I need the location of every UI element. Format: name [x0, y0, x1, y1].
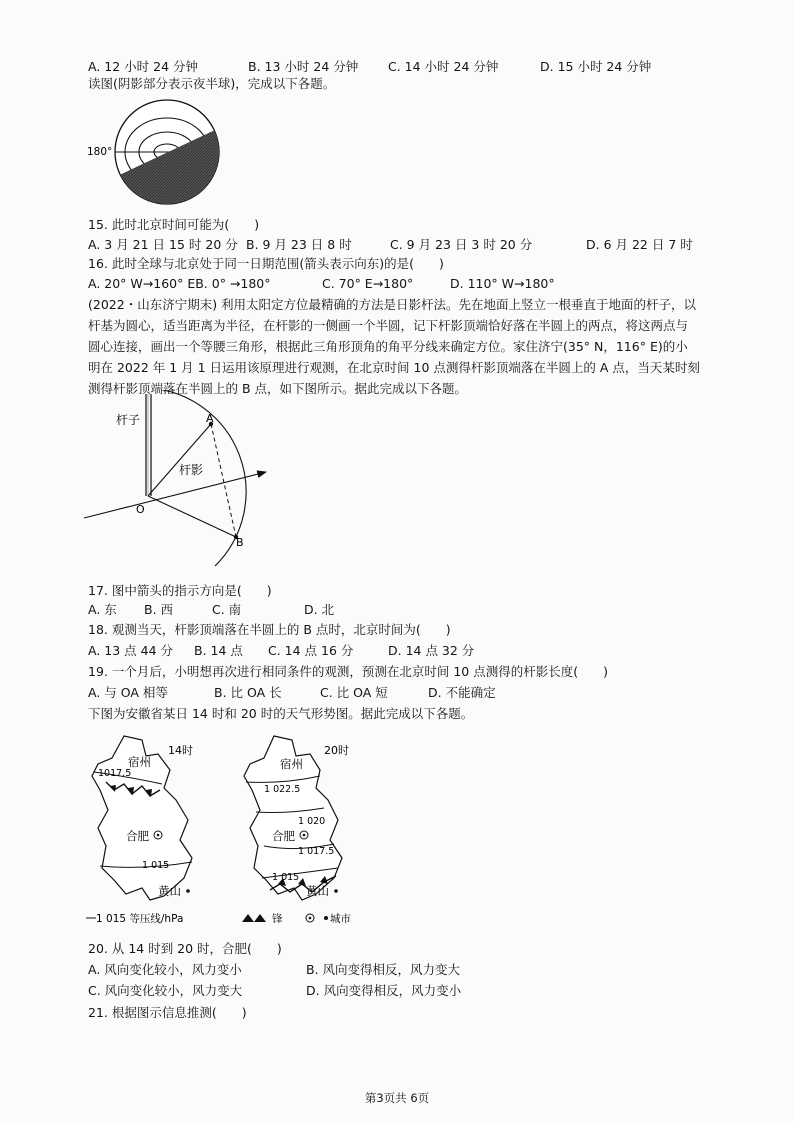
map-legend [86, 912, 351, 925]
city-dot-icon [334, 889, 338, 893]
city-suzhou-20h: 宿州 [280, 757, 303, 771]
q15-stem: 15. 此时北京时间可能为( ) [88, 217, 260, 232]
q15-option-c: C. 9 月 23 日 3 时 20 分 [390, 237, 533, 252]
front-legend-icon [242, 914, 254, 922]
intro2-line-2: 杆基为圆心，适当距离为半径，在杆影的一侧画一个半圆，记下杆影顶端恰好落在半圆上的两点，将这两点与 [88, 318, 689, 333]
q19-option-d: D. 不能确定 [428, 685, 496, 700]
city-huangshan-20h: 黄山 [306, 884, 329, 898]
capital-icon-dot [157, 834, 160, 837]
city-dot-icon [186, 889, 190, 893]
front-legend-icon [254, 914, 266, 922]
q17-option-d: D. 北 [304, 602, 335, 617]
q17-option-c: C. 南 [212, 602, 242, 617]
label-shadow: 杆影 [179, 463, 204, 477]
isobar-label-1022-5-20h: 1 022.5 [264, 784, 301, 795]
q16-option-ab: A. 20° W→160° EB. 0° →180° [88, 276, 271, 291]
q19-stem: 19. 一个月后，小明想再次进行相同条件的观测，预测在北京时间 10 点测得的杆影长度( ) [88, 664, 608, 679]
q20-option-b: B. 风向变得相反，风力变大 [306, 962, 461, 977]
q14-option-a: A. 12 小时 24 分钟 [88, 59, 199, 74]
q20-option-d: D. 风向变得相反，风力变小 [306, 983, 462, 998]
page-footer: 第3页共 6页 [364, 1091, 430, 1105]
q15-option-d: D. 6 月 22 日 7 时 [586, 237, 693, 252]
intro2-line-1: (2022・山东济宁期末) 利用太阳定方位最精确的方法是日影杆法。先在地面上竖立一根垂直于地面的杆子，以 [88, 297, 697, 312]
legend-front: 锋 [272, 913, 283, 925]
intro2-line-3: 圆心连接，画出一个等腰三角形，根据此三角形顶角的角平分线来确定方位。家住济宁(35° N，116° E)的小 [88, 339, 688, 354]
isobar-label-1020-20h: 1 020 [298, 816, 326, 827]
capital-legend-icon-dot [309, 917, 312, 920]
isobar-label-1017-5-14h: 1017.5 [98, 768, 132, 779]
q17-stem: 17. 图中箭头的指示方向是( ) [88, 583, 272, 598]
city-hefei-14h: 合肥 [126, 829, 149, 843]
intro-fig1: 读图(阴影部分表示夜半球)，完成以下各题。 [88, 76, 336, 91]
q21-stem: 21. 根据图示信息推测( ) [88, 1005, 247, 1020]
city-hefei-20h: 合肥 [272, 829, 295, 843]
direction-arrow [84, 472, 266, 518]
q14-option-b: B. 13 小时 24 分钟 [248, 59, 359, 74]
intro-weather: 下图为安徽省某日 14 时和 20 时的天气形势图。据此完成以下各题。 [88, 706, 474, 721]
q15-option-b: B. 9 月 23 日 8 时 [246, 237, 352, 252]
map-20h [244, 736, 349, 900]
figure-night-hemisphere [85, 96, 235, 208]
city-huangshan-14h: 黄山 [158, 884, 181, 898]
label-a: A [206, 412, 214, 425]
intro2-line-4: 明在 2022 年 1 月 1 日运用该原理进行观测，在北京时间 10 点测得杆影顶端落在半圆上的 A 点，当天某时刻 [88, 360, 700, 375]
q19-option-c: C. 比 OA 短 [320, 685, 388, 700]
q16-option-d: D. 110° W→180° [450, 276, 555, 291]
q18-option-c: C. 14 点 16 分 [268, 643, 354, 658]
label-180: 180° [87, 146, 113, 158]
isobar-label-1017-5-20h: 1 017.5 [298, 846, 335, 857]
q18-option-b: B. 14 点 [194, 643, 243, 658]
shadow-ob [148, 496, 236, 537]
legend-city: 城市 [330, 913, 351, 925]
time-20h: 20时 [324, 744, 349, 757]
q19-option-b: B. 比 OA 长 [214, 685, 282, 700]
time-14h: 14时 [168, 744, 193, 757]
label-pole: 杆子 [116, 413, 141, 427]
label-b: B [236, 536, 244, 549]
q16-stem: 16. 此时全球与北京处于同一日期范围(箭头表示向东)的是( ) [88, 256, 444, 271]
q18-option-d: D. 14 点 32 分 [388, 643, 475, 658]
q17-option-a: A. 东 [88, 602, 117, 617]
intro2-line-5: 测得杆影顶端落在半圆上的 B 点，如下图所示。据此完成以下各题。 [88, 381, 468, 396]
capital-icon-dot [303, 834, 306, 837]
shadow-oa [148, 424, 211, 496]
label-o: O [136, 503, 145, 516]
q18-stem: 18. 观测当天，杆影顶端落在半圆上的 B 点时，北京时间为( ) [88, 622, 451, 637]
q20-stem: 20. 从 14 时到 20 时，合肥( ) [88, 941, 282, 956]
intro-shadow-method [88, 294, 760, 399]
q14-option-c: C. 14 小时 24 分钟 [388, 59, 499, 74]
q20-option-a: A. 风向变化较小，风力变小 [88, 962, 242, 977]
q19-option-a: A. 与 OA 相等 [88, 685, 168, 700]
q18-option-a: A. 13 点 44 分 [88, 643, 174, 658]
city-legend-icon [324, 916, 328, 920]
map-14h [92, 736, 193, 900]
isobar-label-1015-14h: 1 015 [142, 860, 170, 871]
semicircle-arc [148, 390, 246, 566]
figure-weather-maps [84, 728, 384, 936]
figure-shadow-stick [80, 390, 290, 575]
q16-option-c: C. 70° E→180° [322, 276, 414, 291]
q20-option-c: C. 风向变化较小，风力变大 [88, 983, 243, 998]
q15-option-a: A. 3 月 21 日 15 时 20 分 [88, 237, 238, 252]
q14-option-d: D. 15 小时 24 分钟 [540, 59, 652, 74]
legend-isobar: 1 015 等压线/hPa [96, 913, 184, 925]
isobar-label-1015-20h: 1 015 [272, 872, 300, 883]
city-suzhou-14h: 宿州 [128, 755, 151, 769]
q17-option-b: B. 西 [144, 602, 174, 617]
